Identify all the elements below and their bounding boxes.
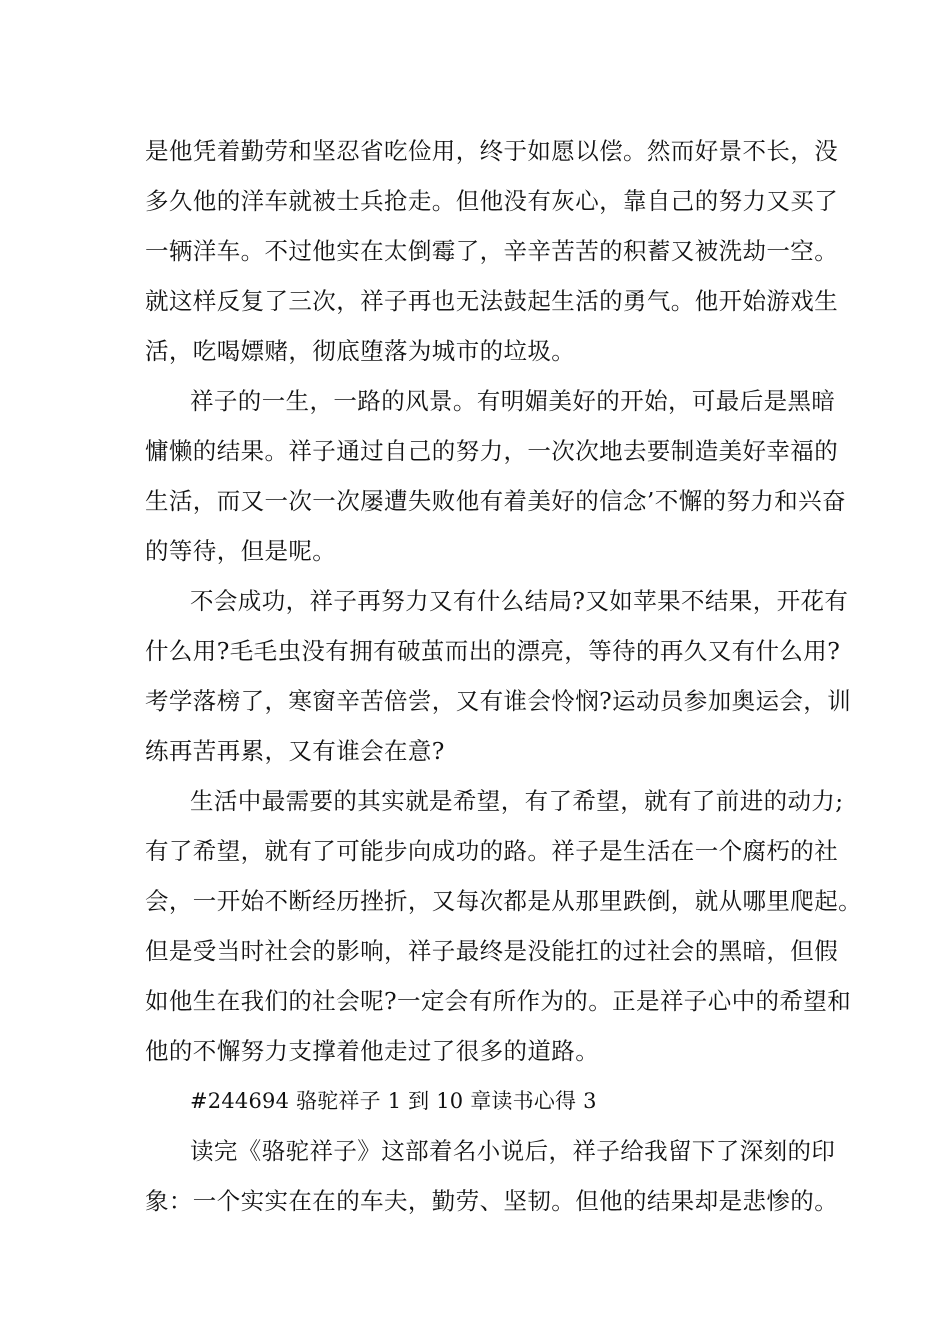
text-line: 就这样反复了三次，祥子再也无法鼓起生活的勇气。他开始游戏生 xyxy=(145,287,839,315)
text-line: 会，一开始不断经历挫折，又每次都是从那里跌倒，就从哪里爬起。 xyxy=(145,887,862,915)
text-line: 考学落榜了，寒窗辛苦倍尝，又有谁会怜悯?运动员参加奥运会，训 xyxy=(145,687,852,715)
text-line: 象：一个实实在在的车夫，勤劳、坚韧。但他的结果却是悲惨的。 xyxy=(145,1187,839,1215)
paragraph-start-line: 不会成功，祥子再努力又有什么结局?又如苹果不结果，开花有 xyxy=(190,587,849,615)
text-line: 是他凭着勤劳和坚忍省吃俭用，终于如愿以偿。然而好景不长，没 xyxy=(145,137,839,165)
text-line: 如他生在我们的社会呢?一定会有所作为的。正是祥子心中的希望和 xyxy=(145,987,852,1015)
text-line: 慵懒的结果。祥子通过自己的努力，一次次地去要制造美好幸福的 xyxy=(145,437,839,465)
paragraph-start-line: 祥子的一生，一路的风景。有明媚美好的开始，可最后是黑暗 xyxy=(190,387,836,415)
text-line: 一辆洋车。不过他实在太倒霉了，辛辛苦苦的积蓄又被洗劫一空。 xyxy=(145,237,839,265)
text-line: 什么用?毛毛虫没有拥有破茧而出的漂亮，等待的再久又有什么用? xyxy=(145,637,841,665)
section-heading: #244694 骆驼祥子 1 到 10 章读书心得 3 xyxy=(190,1089,597,1113)
text-line: 但是受当时社会的影响，祥子最终是没能扛的过社会的黑暗，但假 xyxy=(145,937,839,965)
paragraph-start-line: 读完《骆驼祥子》这部着名小说后，祥子给我留下了深刻的印 xyxy=(190,1137,836,1165)
text-line: 练再苦再累，又有谁会在意? xyxy=(145,737,445,765)
text-line: 有了希望，就有了可能步向成功的路。祥子是生活在一个腐朽的社 xyxy=(145,837,839,865)
text-line: 多久他的洋车就被士兵抢走。但他没有灰心，靠自己的努力又买了 xyxy=(145,187,839,215)
text-line: 他的不懈努力支撑着他走过了很多的道路。 xyxy=(145,1037,600,1065)
text-line: 活，吃喝嫖赌，彻底堕落为城市的垃圾。 xyxy=(145,337,576,365)
paragraph-start-line: 生活中最需要的其实就是希望，有了希望，就有了前进的动力; xyxy=(190,787,844,815)
text-line: 生活，而又一次一次屡遭失败他有着美好的信念’不懈的努力和兴奋 xyxy=(145,487,846,515)
text-line: 的等待，但是呢。 xyxy=(145,537,337,565)
